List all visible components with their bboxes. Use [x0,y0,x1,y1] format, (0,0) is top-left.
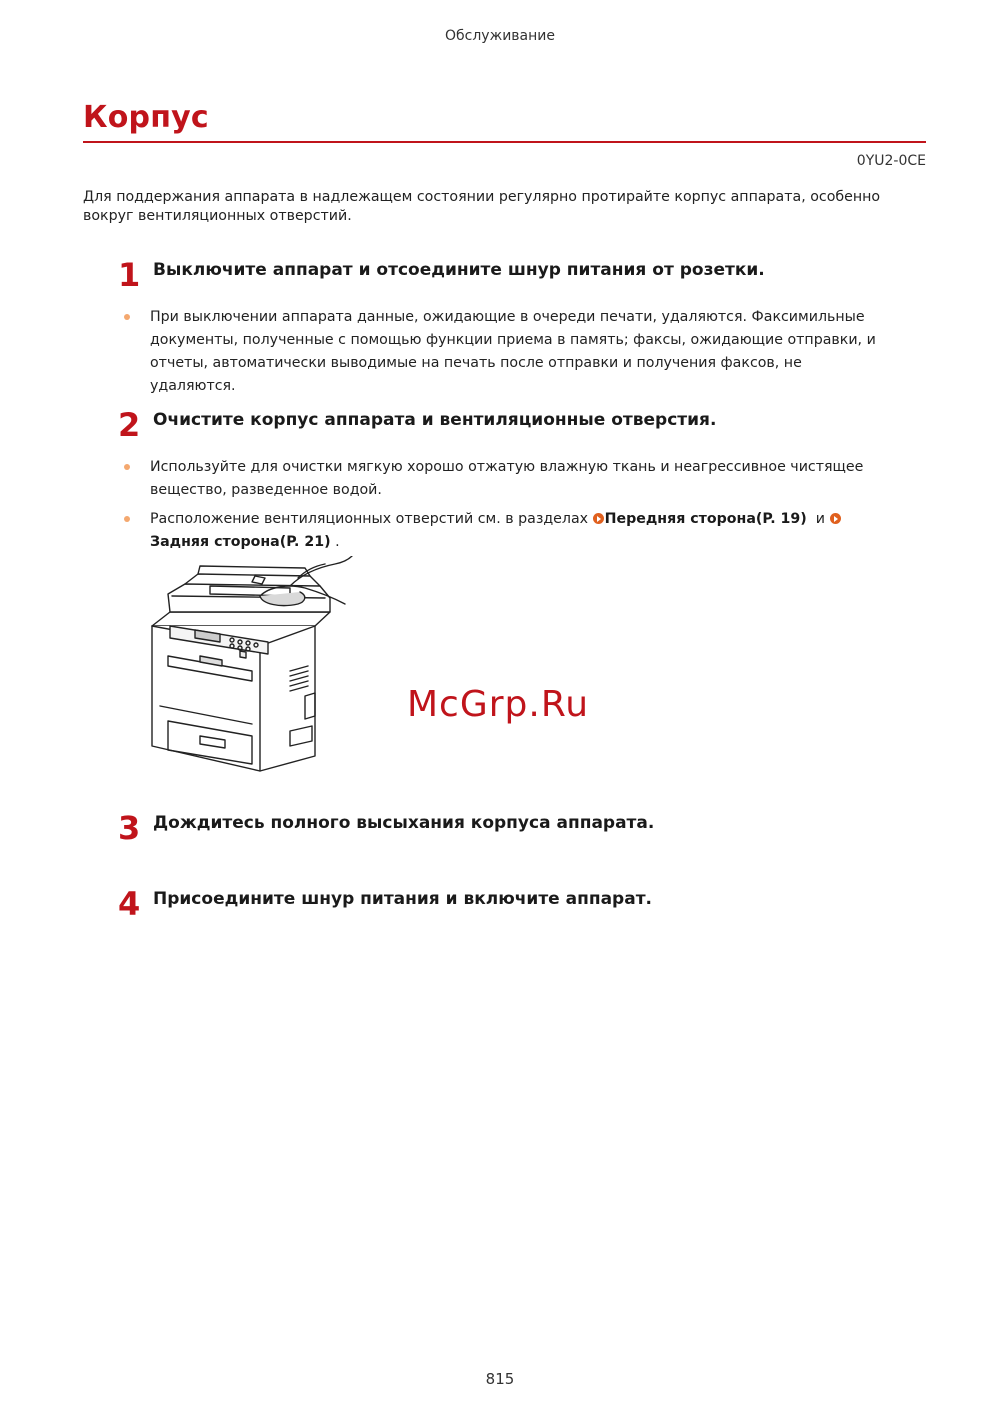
document-code: 0YU2-0CE [856,153,926,169]
bullet-text [150,508,890,554]
page-title: Корпус [83,100,209,135]
step-number: 3 [118,809,141,847]
watermark: McGrp.Ru [407,684,590,725]
list-item [130,456,890,502]
step-heading: Выключите аппарат и отсоедините шнур питания от розетки. [153,260,765,280]
title-divider [83,141,926,143]
bullet-icon [124,464,130,470]
list-item [130,306,890,398]
step-heading: Очистите корпус аппарата и вентиляционные отверстия. [153,410,717,430]
step-number: 2 [118,406,141,444]
running-header: Обслуживание [445,28,555,44]
intro-paragraph: Для поддержания аппарата в надлежащем состоянии регулярно протирайте корпус аппарата, особенно вокруг вентиляционных отверстий. [83,189,881,224]
link-arrow-icon [830,513,841,524]
step-heading: Дождитесь полного высыхания корпуса аппарата. [153,813,655,833]
bullet-icon [124,314,130,320]
printer-wiping-image [140,556,355,776]
ref-prefix: Расположение вентиляционных отверстий см. в разделах [150,511,589,527]
link-arrow-icon [593,513,604,524]
ref-suffix: . [335,534,340,550]
bullet-text: При выключении аппарата данные, ожидающие в очереди печати, удаляются. Факсимильные документы, полученные с помощью функции приема в память; факсы, ожидающие отправки, и отчеты, автоматически выводимые на печать после отправки и получения факсов, не удаляются. [150,309,876,394]
bullet-text: Используйте для очистки мягкую хорошо отжатую влажную ткань и неагрессивное чистящее вещество, разведенное водой. [150,459,864,498]
printer-cleaning-illustration [140,556,355,776]
step-number: 1 [118,256,141,294]
link-rear-side[interactable]: Задняя сторона(P. 21) [150,534,331,550]
ref-between: и [815,511,826,527]
link-front-side[interactable]: Передняя сторона(P. 19) [604,511,807,527]
step-number: 4 [118,885,141,923]
step-heading: Присоедините шнур питания и включите аппарат. [153,889,653,909]
bullet-icon [124,516,130,522]
list-item [130,508,890,554]
page-number: 815 [485,1370,515,1388]
